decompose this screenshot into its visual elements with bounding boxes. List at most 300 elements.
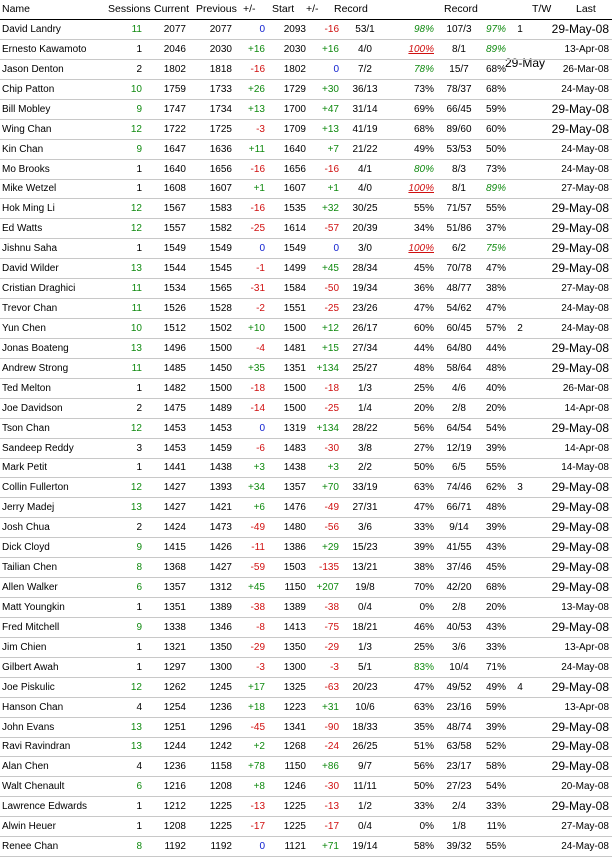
- table-row: [0, 160, 612, 180]
- cell-start: 1225: [283, 821, 306, 833]
- cell-tw: [508, 578, 532, 597]
- cell-start: 1121: [284, 841, 306, 853]
- cell-last: 20-May-08: [561, 781, 609, 793]
- cell-d2: +32: [322, 203, 339, 215]
- cell-last: 29-May-08: [551, 520, 609, 535]
- header-start: Start: [272, 3, 295, 15]
- cell-rec1: 4/0: [358, 43, 372, 55]
- cell-rec1: 2/2: [358, 462, 372, 474]
- cell-rec1: 19/14: [352, 841, 378, 853]
- cell-sess: 9: [136, 542, 142, 554]
- floating-date-note: 29-May: [505, 56, 546, 70]
- cell-tw: [508, 299, 532, 318]
- cell-d2: -25: [324, 402, 339, 414]
- cell-prev: 1473: [209, 522, 232, 534]
- cell-rec2: 107/3: [446, 24, 472, 35]
- cell-d2: -13: [324, 801, 339, 813]
- cell-pct2: 55%: [485, 203, 506, 215]
- cell-cur: 1567: [163, 203, 186, 215]
- cell-prev: 1500: [209, 342, 232, 354]
- cell-d2: 0: [333, 63, 339, 75]
- cell-rec1: 15/23: [352, 542, 378, 554]
- cell-name: Matt Youngkin: [2, 601, 65, 613]
- cell-d2: -90: [324, 721, 339, 733]
- cell-start: 1700: [283, 103, 306, 115]
- cell-pct1: 63%: [413, 701, 434, 713]
- cell-last: 29-May-08: [551, 759, 609, 774]
- cell-rec2: 74/46: [446, 482, 472, 494]
- table-row: [0, 458, 612, 478]
- cell-cur: 1321: [163, 641, 186, 653]
- cell-start: 1386: [283, 542, 306, 554]
- cell-sess: 1: [136, 661, 142, 673]
- cell-pct1: 33%: [413, 522, 434, 534]
- cell-rec1: 33/19: [352, 482, 378, 494]
- table-row: [0, 399, 612, 419]
- cell-d2: +30: [322, 83, 339, 95]
- cell-tw: [508, 817, 532, 836]
- cell-pct2: 55%: [485, 841, 506, 853]
- cell-d1: -31: [250, 283, 265, 295]
- cell-pct2: 38%: [485, 283, 506, 295]
- cell-pct2: 48%: [485, 502, 506, 514]
- cell-rec1: 53/1: [355, 24, 375, 35]
- cell-d2: 0: [333, 243, 339, 255]
- cell-rec1: 26/25: [352, 741, 378, 753]
- cell-d2: -25: [324, 303, 339, 315]
- cell-sess: 13: [130, 721, 142, 733]
- cell-pct2: 68%: [485, 582, 506, 594]
- cell-tw: [508, 439, 532, 458]
- cell-d2: +134: [316, 362, 339, 374]
- cell-sess: 11: [131, 303, 142, 315]
- cell-d1: -16: [250, 163, 265, 175]
- cell-pct1: 73%: [413, 83, 434, 95]
- cell-sess: 3: [136, 442, 142, 454]
- cell-start: 1225: [283, 801, 306, 813]
- cell-prev: 1636: [209, 143, 232, 155]
- cell-prev: 1528: [209, 303, 232, 315]
- cell-d1: -6: [256, 442, 265, 454]
- cell-cur: 1608: [163, 183, 186, 195]
- cell-d2: -75: [324, 621, 339, 633]
- cell-rec1: 4/1: [358, 163, 372, 175]
- cell-tw: [508, 757, 532, 776]
- cell-d2: +71: [322, 841, 339, 853]
- cell-d1: 0: [259, 841, 265, 853]
- cell-last: 27-May-08: [561, 283, 609, 295]
- cell-pct2: 39%: [485, 522, 506, 534]
- cell-tw: [508, 219, 532, 238]
- cell-rec2: 66/45: [446, 103, 472, 115]
- cell-rec2: 10/4: [449, 661, 469, 673]
- cell-start: 1483: [283, 442, 306, 454]
- table-row: [0, 60, 612, 80]
- cell-rec2: 71/57: [446, 203, 472, 215]
- cell-last: 29-May-08: [551, 241, 609, 256]
- cell-start: 1481: [283, 342, 306, 354]
- cell-d1: -11: [251, 542, 265, 554]
- cell-start: 1351: [283, 362, 306, 374]
- cell-rec2: 64/80: [446, 342, 472, 354]
- cell-prev: 1350: [209, 641, 232, 653]
- cell-prev: 1549: [209, 243, 232, 255]
- cell-rec1: 7/2: [358, 63, 372, 75]
- cell-name: Walt Chenault: [2, 781, 65, 793]
- cell-rec2: 70/78: [446, 263, 472, 275]
- cell-last: 13-Apr-08: [564, 701, 609, 713]
- cell-pct1: 49%: [413, 143, 434, 155]
- cell-d1: -3: [256, 123, 265, 135]
- cell-pct2: 33%: [485, 641, 506, 653]
- cell-d1: -45: [250, 721, 265, 733]
- cell-rec2: 41/55: [446, 542, 472, 554]
- header-record2: Record: [444, 3, 478, 15]
- header-name: Name: [2, 3, 31, 15]
- cell-last: 29-May-08: [551, 799, 609, 814]
- cell-cur: 1441: [163, 462, 186, 474]
- cell-pct2: 89%: [485, 183, 506, 195]
- cell-cur: 1512: [163, 322, 186, 334]
- cell-name: Chip Patton: [2, 83, 55, 95]
- cell-prev: 2030: [209, 43, 232, 55]
- cell-d2: -16: [324, 24, 339, 35]
- cell-last: 29-May-08: [551, 360, 609, 375]
- cell-d2: +3: [327, 462, 339, 474]
- cell-d2: -135: [318, 562, 339, 574]
- cell-pct1: 20%: [413, 402, 434, 414]
- cell-d1: +34: [248, 482, 265, 494]
- cell-rec2: 63/58: [446, 741, 472, 753]
- cell-last: 29-May-08: [551, 580, 609, 595]
- cell-tw: [508, 538, 532, 557]
- cell-d2: +134: [316, 422, 339, 434]
- cell-cur: 1262: [163, 681, 186, 693]
- cell-pct2: 20%: [485, 601, 506, 613]
- cell-name: Wing Chan: [2, 123, 52, 135]
- cell-tw: [508, 140, 532, 159]
- table-row: [0, 279, 612, 299]
- cell-tw: 3: [517, 482, 523, 494]
- table-row: [0, 359, 612, 379]
- cell-d1: -1: [256, 263, 265, 275]
- cell-last: 29-May-08: [551, 221, 609, 236]
- table-row: [0, 797, 612, 817]
- cell-pct1: 50%: [413, 462, 434, 474]
- cell-pct2: 71%: [485, 661, 506, 673]
- cell-last: 29-May-08: [551, 340, 609, 355]
- cell-prev: 1607: [209, 183, 232, 195]
- cell-start: 1246: [283, 781, 306, 793]
- cell-d2: -3: [330, 661, 339, 673]
- table-row: [0, 140, 612, 160]
- table-row: [0, 618, 612, 638]
- cell-sess: 8: [136, 841, 142, 853]
- cell-rec1: 41/19: [352, 123, 378, 135]
- cell-sess: 12: [130, 223, 142, 235]
- header-sessions: Sessions: [108, 3, 151, 15]
- cell-name: Hok Ming Li: [2, 203, 55, 215]
- cell-last: 24-May-08: [561, 322, 609, 334]
- cell-pct1: 56%: [413, 422, 434, 434]
- cell-prev: 1296: [209, 721, 232, 733]
- cell-rec1: 18/21: [352, 621, 378, 633]
- table-row: [0, 179, 612, 199]
- cell-prev: 1242: [209, 741, 232, 753]
- cell-sess: 2: [136, 63, 142, 75]
- cell-pct1: 0%: [419, 821, 434, 833]
- cell-rec2: 1/8: [452, 821, 466, 833]
- cell-tw: [508, 359, 532, 378]
- cell-prev: 1421: [209, 502, 232, 514]
- cell-pct2: 11%: [486, 821, 506, 833]
- cell-pct2: 73%: [485, 163, 506, 175]
- cell-rec2: 54/62: [446, 303, 472, 315]
- cell-sess: 8: [136, 562, 142, 574]
- cell-last: 29-May-08: [551, 22, 609, 36]
- cell-last: 29-May-08: [551, 500, 609, 515]
- cell-name: Mo Brooks: [2, 163, 50, 175]
- cell-tw: [508, 777, 532, 796]
- cell-tw: [508, 259, 532, 278]
- cell-cur: 1415: [163, 542, 186, 554]
- table-row: [0, 638, 612, 658]
- cell-pct2: 55%: [485, 462, 506, 474]
- cell-last: 14-Apr-08: [564, 402, 609, 414]
- cell-rec1: 11/11: [353, 781, 377, 793]
- cell-pct1: 69%: [413, 103, 434, 115]
- cell-name: Ted Melton: [2, 382, 51, 394]
- cell-rec1: 9/7: [358, 761, 372, 773]
- cell-pct2: 68%: [485, 63, 506, 75]
- cell-d1: -14: [250, 402, 265, 414]
- cell-d1: -16: [250, 63, 265, 75]
- cell-pct2: 60%: [485, 123, 506, 135]
- cell-prev: 1245: [209, 681, 232, 693]
- cell-d1: 0: [259, 243, 265, 255]
- cell-pct1: 36%: [413, 283, 434, 295]
- cell-rec1: 4/0: [358, 183, 372, 195]
- cell-tw: [508, 199, 532, 218]
- cell-d1: -18: [250, 382, 265, 394]
- cell-cur: 1526: [163, 303, 186, 315]
- cell-rec1: 19/34: [352, 283, 378, 295]
- cell-pct2: 54%: [485, 422, 506, 434]
- table-row: [0, 100, 612, 120]
- cell-sess: 10: [130, 83, 142, 95]
- cell-cur: 1427: [163, 482, 186, 494]
- cell-last: 29-May-08: [551, 540, 609, 555]
- cell-name: Cristian Draghici: [2, 283, 76, 295]
- cell-rec1: 3/6: [358, 522, 372, 534]
- cell-sess: 9: [136, 143, 142, 155]
- cell-start: 1729: [283, 83, 306, 95]
- cell-last: 14-May-08: [561, 462, 609, 474]
- cell-cur: 1453: [163, 422, 186, 434]
- cell-sess: 6: [136, 582, 142, 594]
- cell-sess: 2: [136, 522, 142, 534]
- table-row: [0, 538, 612, 558]
- cell-d1: -13: [250, 801, 265, 813]
- cell-prev: 1583: [209, 203, 232, 215]
- header-last: Last: [576, 3, 596, 15]
- cell-d2: -50: [324, 283, 339, 295]
- cell-d2: +45: [322, 263, 339, 275]
- cell-rec2: 23/16: [446, 701, 472, 713]
- table-row: [0, 40, 612, 60]
- cell-pct1: 80%: [413, 163, 434, 175]
- cell-d1: +3: [253, 462, 265, 474]
- cell-rec1: 0/4: [358, 821, 372, 833]
- cell-prev: 1312: [209, 582, 232, 594]
- cell-d2: +15: [322, 342, 339, 354]
- cell-d2: +47: [322, 103, 339, 115]
- cell-tw: [508, 698, 532, 717]
- cell-start: 1503: [283, 562, 306, 574]
- cell-d1: +26: [248, 83, 265, 95]
- cell-last: 24-May-08: [561, 163, 609, 175]
- cell-last: 27-May-08: [561, 183, 609, 195]
- cell-tw: [508, 100, 532, 119]
- cell-pct2: 59%: [485, 701, 506, 713]
- cell-rec2: 27/23: [446, 781, 472, 793]
- cell-pct2: 43%: [485, 621, 506, 633]
- cell-rec1: 21/22: [352, 143, 378, 155]
- cell-pct2: 57%: [485, 322, 506, 334]
- header-current: Current: [154, 3, 190, 15]
- cell-tw: [508, 379, 532, 398]
- cell-pct2: 62%: [485, 482, 506, 494]
- cell-last: 26-Mar-08: [562, 63, 609, 75]
- cell-pct1: 39%: [413, 542, 434, 554]
- cell-sess: 13: [130, 502, 142, 514]
- cell-last: 14-Apr-08: [564, 442, 609, 454]
- cell-prev: 1459: [209, 442, 232, 454]
- cell-rec2: 8/3: [452, 163, 466, 175]
- cell-rec1: 28/34: [352, 263, 378, 275]
- cell-rec2: 8/1: [452, 43, 466, 55]
- cell-start: 1500: [283, 382, 306, 394]
- cell-pct1: 60%: [413, 322, 434, 334]
- cell-last: 29-May-08: [551, 121, 609, 136]
- cell-d1: +45: [248, 582, 265, 594]
- cell-d2: -29: [324, 641, 339, 653]
- cell-pct1: 0%: [419, 601, 434, 613]
- cell-rec1: 0/4: [358, 601, 372, 613]
- cell-rec1: 26/17: [352, 322, 378, 334]
- cell-cur: 1254: [163, 701, 186, 713]
- table-row: [0, 379, 612, 399]
- cell-sess: 13: [130, 263, 142, 275]
- cell-name: Jerry Madej: [2, 502, 55, 514]
- cell-d1: 0: [259, 24, 265, 35]
- cell-cur: 1338: [163, 621, 186, 633]
- cell-last: 29-May-08: [551, 719, 609, 734]
- cell-name: Jim Chien: [2, 641, 47, 653]
- cell-prev: 1208: [209, 781, 232, 793]
- cell-pct2: 47%: [485, 303, 506, 315]
- cell-pct1: 45%: [413, 263, 434, 275]
- cell-cur: 1236: [163, 761, 186, 773]
- cell-sess: 6: [136, 781, 142, 793]
- cell-tw: [508, 279, 532, 298]
- cell-pct1: 25%: [413, 382, 434, 394]
- cell-cur: 1557: [163, 223, 186, 235]
- cell-rec2: 9/14: [449, 522, 469, 534]
- cell-pct2: 48%: [485, 362, 506, 374]
- cell-pct2: 40%: [485, 382, 506, 394]
- cell-rec1: 13/21: [352, 562, 378, 574]
- cell-cur: 1482: [163, 382, 186, 394]
- cell-tw: [508, 60, 532, 79]
- cell-name: Joe Piskulic: [2, 681, 55, 693]
- cell-rec1: 18/33: [352, 721, 378, 733]
- header-previous: Previous: [196, 3, 237, 15]
- cell-tw: [508, 737, 532, 756]
- cell-pct2: 54%: [485, 781, 506, 793]
- cell-name: Mark Petit: [2, 462, 48, 474]
- cell-prev: 1500: [209, 382, 232, 394]
- cell-name: Hanson Chan: [2, 701, 64, 713]
- cell-sess: 13: [130, 342, 142, 354]
- table-row: [0, 20, 612, 40]
- cell-start: 1476: [283, 502, 306, 514]
- cell-d2: +70: [322, 482, 339, 494]
- cell-cur: 1475: [163, 402, 186, 414]
- table-row: [0, 419, 612, 439]
- cell-rec2: 58/64: [446, 362, 472, 374]
- cell-sess: 1: [136, 183, 142, 195]
- cell-pct2: 43%: [485, 542, 506, 554]
- cell-name: Collin Fullerton: [2, 482, 69, 494]
- cell-last: 29-May-08: [551, 201, 609, 216]
- cell-tw: [508, 179, 532, 198]
- cell-start: 1709: [283, 123, 306, 135]
- cell-sess: 12: [130, 422, 142, 434]
- table-row: [0, 678, 612, 698]
- cell-d1: +18: [248, 701, 265, 713]
- cell-tw: [508, 797, 532, 816]
- table-row: [0, 757, 612, 777]
- table-row: [0, 80, 612, 100]
- cell-pct1: 34%: [413, 223, 434, 235]
- table-row: [0, 299, 612, 319]
- cell-pct2: 39%: [485, 442, 506, 454]
- cell-sess: 12: [130, 203, 142, 215]
- cell-d1: -4: [256, 342, 265, 354]
- cell-d1: +17: [248, 681, 265, 693]
- cell-d1: +10: [248, 322, 265, 334]
- cell-last: 24-May-08: [561, 143, 609, 155]
- cell-rec1: 1/4: [358, 402, 372, 414]
- cell-prev: 1565: [209, 283, 232, 295]
- cell-tw: 2: [517, 322, 523, 334]
- cell-rec1: 3/8: [358, 442, 372, 454]
- cell-d1: -3: [256, 661, 265, 673]
- cell-start: 1499: [283, 263, 306, 275]
- cell-last: 29-May-08: [551, 420, 609, 435]
- cell-start: 2030: [283, 43, 306, 55]
- cell-d2: -30: [324, 781, 339, 793]
- cell-last: 27-May-08: [561, 821, 609, 833]
- cell-tw: [508, 618, 532, 637]
- cell-prev: 1426: [209, 542, 232, 554]
- cell-rec1: 28/22: [352, 422, 378, 434]
- cell-d2: -24: [324, 741, 339, 753]
- cell-last: 29-May-08: [551, 679, 609, 694]
- cell-pct1: 47%: [413, 502, 434, 514]
- cell-start: 1640: [283, 143, 306, 155]
